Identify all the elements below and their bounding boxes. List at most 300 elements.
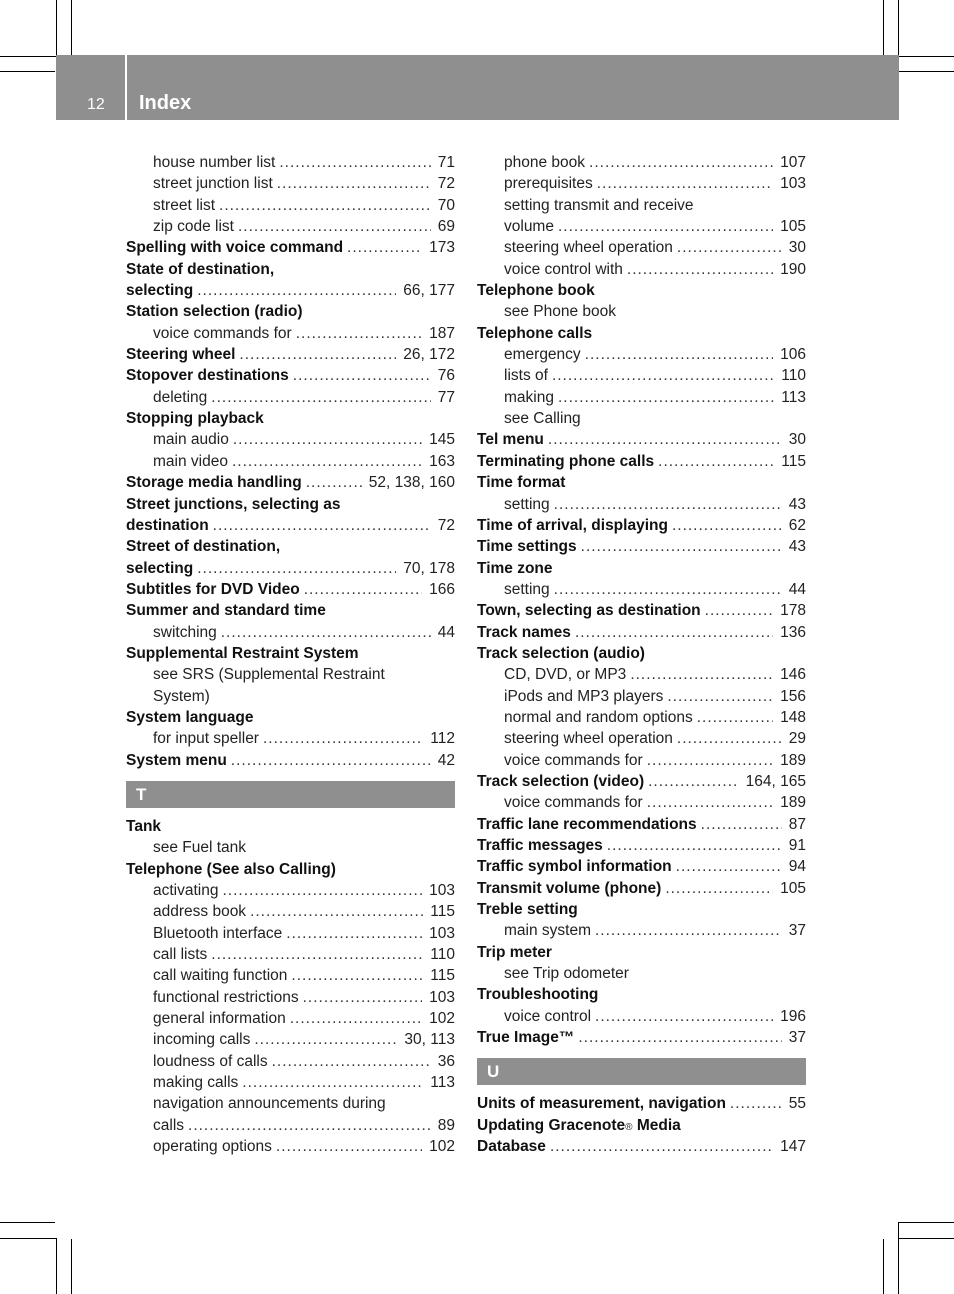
index-subentry — [126, 323, 455, 344]
crop-mark — [898, 1222, 899, 1294]
dot-leader — [272, 1051, 431, 1072]
page-reference[interactable]: 72 — [437, 175, 455, 193]
page-reference[interactable]: 190 — [780, 260, 806, 278]
dot-leader — [552, 365, 774, 386]
index-entry — [477, 323, 806, 344]
page-reference[interactable]: 178 — [780, 602, 806, 620]
entry-term: Trip meter — [477, 943, 552, 961]
index-entry — [126, 600, 455, 621]
dot-leader — [304, 579, 422, 600]
index-entry — [477, 280, 806, 301]
entry-term: voice control — [504, 1007, 592, 1025]
dot-leader — [658, 451, 774, 472]
page-reference[interactable]: 103 — [429, 882, 455, 899]
entry-term: Transmit volume (phone) — [477, 879, 662, 897]
dot-leader — [219, 195, 431, 216]
entry-term: prerequisites — [504, 175, 593, 193]
dot-leader — [231, 750, 431, 771]
entry-term: main audio — [153, 431, 229, 449]
index-subentry — [126, 686, 455, 707]
page-reference[interactable]: 102 — [429, 1010, 455, 1028]
entry-term: calls — [153, 1116, 185, 1134]
entry-term: Tank — [126, 817, 162, 835]
entry-term: Telephone book — [477, 282, 595, 300]
index-column-left — [126, 152, 455, 1157]
index-subentry — [477, 237, 806, 258]
index-entry — [477, 472, 806, 493]
page-reference[interactable]: 76 — [437, 367, 455, 385]
entry-term: Spelling with voice command — [126, 239, 344, 257]
entry-term: Terminating phone calls — [477, 452, 655, 470]
index-subentry — [126, 965, 455, 986]
page-reference[interactable]: 87 — [788, 815, 806, 833]
page-reference[interactable]: 26, 172 — [403, 346, 455, 364]
entry-term: Time format — [477, 474, 566, 492]
page-reference[interactable]: 71 — [437, 154, 455, 171]
index-entry — [477, 558, 806, 579]
index-entry — [477, 600, 806, 621]
index-subentry — [126, 987, 455, 1008]
page-reference[interactable]: 103 — [780, 175, 806, 193]
entry-term: Town, selecting as destination — [477, 602, 701, 620]
index-entry — [126, 707, 455, 728]
dot-leader — [290, 1008, 422, 1029]
index-entry — [126, 536, 455, 557]
entry-term: True Image™ — [477, 1029, 575, 1047]
dot-leader — [607, 835, 782, 856]
dot-leader — [575, 622, 773, 643]
page-reference[interactable]: 136 — [780, 623, 806, 641]
page-reference[interactable]: 55 — [788, 1095, 806, 1113]
entry-term: operating options — [153, 1138, 272, 1156]
entry-term: navigation announcements during — [153, 1095, 386, 1113]
entry-term: loudness of calls — [153, 1052, 268, 1070]
dot-leader — [197, 558, 396, 579]
entry-term: iPods and MP3 players — [504, 687, 664, 705]
entry-term: call waiting function — [153, 967, 288, 985]
dot-leader — [558, 216, 773, 237]
dot-leader — [595, 920, 782, 941]
index-entry — [477, 899, 806, 920]
index-subentry — [477, 686, 806, 707]
page-reference[interactable]: 173 — [429, 239, 455, 257]
index-entry — [126, 301, 455, 322]
index-entry: Updating Gracenote ® Media — [477, 1115, 806, 1136]
entry-term: see Phone book — [504, 303, 617, 321]
entry-term: making — [504, 388, 554, 406]
index-entry — [477, 814, 806, 835]
dot-leader — [548, 429, 782, 450]
entry-term: Traffic symbol information — [477, 858, 672, 876]
index-subentry — [477, 387, 806, 408]
entry-term: Stopping playback — [126, 410, 264, 428]
index-entry — [126, 237, 455, 258]
crop-mark — [0, 1222, 55, 1223]
crop-mark — [0, 1238, 56, 1239]
dot-leader — [291, 965, 423, 986]
page-reference[interactable]: 91 — [788, 837, 806, 854]
index-entry — [477, 536, 806, 557]
index-entry — [126, 515, 455, 536]
dot-leader — [232, 451, 422, 472]
entry-term: Updating Gracenote — [477, 1116, 626, 1134]
header-divider — [125, 55, 127, 120]
page-reference[interactable]: 36 — [437, 1052, 455, 1070]
page-reference[interactable]: 69 — [437, 218, 455, 236]
page-reference[interactable]: 37 — [788, 1029, 806, 1047]
page-reference[interactable]: 110 — [781, 367, 806, 385]
page-reference[interactable]: 105 — [780, 218, 806, 236]
index-entry — [477, 942, 806, 963]
dot-leader — [701, 814, 782, 835]
page-title: Index — [139, 92, 192, 114]
page-reference[interactable]: 113 — [781, 388, 806, 406]
dot-leader — [578, 1027, 781, 1048]
index-subentry — [477, 301, 806, 322]
entry-term: main video — [153, 452, 228, 470]
index-entry — [126, 344, 455, 365]
dot-leader — [665, 878, 773, 899]
index-entry — [477, 429, 806, 450]
page-reference[interactable]: 89 — [437, 1116, 455, 1134]
entry-term: Database — [477, 1138, 546, 1156]
index-subentry — [477, 173, 806, 194]
dot-leader — [306, 472, 362, 493]
crop-mark — [56, 1238, 57, 1294]
index-entry — [477, 856, 806, 877]
page-reference[interactable]: 103 — [429, 988, 455, 1006]
page-reference[interactable]: 110 — [430, 946, 455, 964]
crop-mark — [71, 0, 72, 55]
entry-term: voice commands for — [153, 324, 292, 342]
page-reference[interactable]: 196 — [780, 1007, 806, 1025]
index-subentry — [126, 152, 455, 173]
index-subentry — [126, 1029, 455, 1050]
dot-leader — [233, 429, 422, 450]
entry-term: functional restrictions — [153, 988, 299, 1006]
entry-term: Track names — [477, 623, 571, 641]
dot-leader — [238, 216, 431, 237]
index-entry — [477, 984, 806, 1005]
index-entry — [126, 259, 455, 280]
entry-term: activating — [153, 882, 219, 899]
entry-term: setting — [504, 495, 550, 513]
index-entry — [477, 515, 806, 536]
index-subentry — [126, 429, 455, 450]
page-header — [56, 55, 899, 120]
index-entry — [477, 451, 806, 472]
crop-mark — [883, 1239, 884, 1294]
index-entry — [126, 408, 455, 429]
dot-leader — [697, 707, 773, 728]
dot-leader — [250, 901, 423, 922]
crop-mark — [883, 0, 884, 55]
page-reference[interactable]: 115 — [430, 903, 455, 921]
entry-term: System) — [153, 687, 210, 705]
page-reference[interactable]: 72 — [437, 516, 455, 534]
dot-leader — [188, 1115, 431, 1136]
dot-leader — [585, 344, 773, 365]
index-subentry — [126, 728, 455, 749]
dot-leader — [647, 792, 773, 813]
entry-term: address book — [153, 903, 247, 921]
index-entry — [477, 878, 806, 899]
dot-leader — [676, 856, 782, 877]
dot-leader — [554, 494, 782, 515]
index-subentry — [126, 216, 455, 237]
index-subentry — [126, 944, 455, 965]
page-reference[interactable]: 30 — [788, 431, 806, 449]
entry-term: making calls — [153, 1074, 239, 1092]
entry-term: house number list — [153, 154, 276, 171]
dot-leader — [595, 1006, 773, 1027]
crop-mark — [898, 1238, 954, 1239]
entry-term: voice commands for — [504, 751, 643, 769]
entry-term: Track selection (video) — [477, 772, 645, 790]
page-reference[interactable]: 163 — [429, 452, 455, 470]
entry-term: Street of destination, — [126, 538, 281, 556]
page-reference[interactable]: 77 — [437, 388, 455, 406]
entry-term: Telephone (See also Calling) — [126, 860, 336, 878]
index-entry — [126, 280, 455, 301]
page-reference[interactable]: 44 — [788, 580, 806, 598]
entry-term: for input speller — [153, 730, 259, 748]
dot-leader — [254, 1029, 397, 1050]
index-subentry — [126, 1115, 455, 1136]
entry-term-continued: Media — [632, 1116, 681, 1134]
entry-term: Troubleshooting — [477, 986, 599, 1004]
entry-term: see Trip odometer — [504, 965, 629, 983]
entry-term: Traffic lane recommendations — [477, 815, 697, 833]
dot-leader — [213, 515, 431, 536]
entry-term: destination — [126, 516, 209, 534]
index-entry — [477, 1136, 806, 1157]
entry-term: setting transmit and receive — [504, 196, 694, 214]
page-reference[interactable]: 29 — [788, 730, 806, 748]
page-reference[interactable]: 166 — [429, 580, 455, 598]
dot-leader — [286, 923, 422, 944]
dot-leader — [239, 344, 396, 365]
entry-term: Steering wheel — [126, 346, 236, 364]
page-reference[interactable]: 52, 138, 160 — [368, 474, 455, 492]
dot-leader — [558, 387, 774, 408]
dot-leader — [630, 664, 773, 685]
crop-mark — [899, 1222, 954, 1223]
section-letter-header: T — [126, 781, 455, 808]
dot-leader — [627, 259, 773, 280]
entry-term: incoming calls — [153, 1031, 251, 1049]
section-letter-header: U — [477, 1058, 806, 1085]
page-reference[interactable]: 94 — [788, 858, 806, 876]
page-reference[interactable]: 30, 113 — [404, 1031, 455, 1049]
page-reference[interactable]: 156 — [780, 687, 806, 705]
page-reference[interactable]: 105 — [780, 879, 806, 897]
page-reference[interactable]: 30 — [788, 239, 806, 257]
dot-leader — [263, 728, 423, 749]
index-entry — [477, 1093, 806, 1114]
page-reference[interactable]: 102 — [429, 1138, 455, 1156]
dot-leader — [648, 771, 739, 792]
page-reference[interactable]: 147 — [780, 1138, 806, 1156]
dot-leader — [672, 515, 782, 536]
entry-term: Time settings — [477, 538, 577, 556]
index-column-right — [477, 152, 806, 1157]
entry-term: see SRS (Supplemental Restraint — [153, 666, 385, 684]
entry-term: selecting — [126, 282, 194, 300]
entry-term: Supplemental Restraint System — [126, 644, 359, 662]
entry-term: steering wheel operation — [504, 730, 673, 748]
page-reference[interactable]: 42 — [437, 751, 455, 769]
dot-leader — [276, 1136, 422, 1157]
entry-term: street list — [153, 196, 216, 214]
entry-term: emergency — [504, 346, 581, 364]
entry-term: general information — [153, 1010, 286, 1028]
entry-term: Time of arrival, displaying — [477, 516, 668, 534]
index-entry — [477, 771, 806, 792]
entry-term: Track selection (audio) — [477, 644, 645, 662]
dot-leader — [277, 173, 431, 194]
crop-mark — [898, 0, 899, 56]
index-subentry — [477, 365, 806, 386]
page-reference[interactable]: 112 — [430, 730, 455, 748]
index-subentry — [477, 152, 806, 173]
entry-term: selecting — [126, 559, 194, 577]
entry-term: Subtitles for DVD Video — [126, 580, 300, 598]
index-subentry — [126, 1051, 455, 1072]
dot-leader — [347, 237, 422, 258]
page-reference[interactable]: 66, 177 — [403, 282, 455, 300]
entry-term: normal and random options — [504, 708, 693, 726]
crop-mark — [898, 56, 954, 57]
entry-term: System language — [126, 708, 254, 726]
index-subentry — [126, 837, 455, 858]
index-entry — [126, 494, 455, 515]
index-subentry — [126, 387, 455, 408]
page-reference[interactable]: 164, 165 — [745, 772, 806, 790]
index-entry — [126, 579, 455, 600]
index-entry — [477, 622, 806, 643]
index-subentry — [477, 259, 806, 280]
index-subentry — [477, 494, 806, 515]
page-reference[interactable]: 189 — [780, 794, 806, 812]
dot-leader — [677, 237, 782, 258]
page-reference[interactable]: 107 — [780, 154, 806, 171]
dot-leader — [647, 750, 773, 771]
page-reference[interactable]: 113 — [430, 1074, 455, 1092]
crop-mark — [0, 71, 55, 72]
page-reference[interactable]: 145 — [429, 431, 455, 449]
crop-mark — [56, 0, 57, 56]
dot-leader — [221, 622, 431, 643]
index-entry — [126, 816, 455, 837]
dot-leader — [597, 173, 773, 194]
index-entry — [477, 1027, 806, 1048]
entry-term: Stopover destinations — [126, 367, 289, 385]
entry-term: Tel menu — [477, 431, 544, 449]
page-reference[interactable]: 43 — [788, 495, 806, 513]
page-reference[interactable]: 70 — [437, 196, 455, 214]
dot-leader — [197, 280, 396, 301]
dot-leader — [677, 728, 782, 749]
entry-term: Street junctions, selecting as — [126, 495, 341, 513]
index-subentry — [477, 750, 806, 771]
index-subentry — [126, 880, 455, 901]
dot-leader — [242, 1072, 423, 1093]
dot-leader — [705, 600, 773, 621]
entry-term: Traffic messages — [477, 837, 603, 854]
dot-leader — [303, 987, 423, 1008]
index-subentry — [477, 1006, 806, 1027]
entry-term: CD, DVD, or MP3 — [504, 666, 627, 684]
entry-term: call lists — [153, 946, 208, 964]
index-subentry — [126, 901, 455, 922]
index-subentry — [126, 195, 455, 216]
entry-term: State of destination, — [126, 260, 275, 278]
index-entry — [126, 558, 455, 579]
entry-term: zip code list — [153, 218, 234, 236]
page-reference[interactable]: 62 — [788, 516, 806, 534]
dot-leader — [589, 152, 773, 173]
dot-leader — [279, 152, 430, 173]
page-reference[interactable]: 189 — [780, 751, 806, 769]
index-entry — [126, 750, 455, 771]
index-subentry — [477, 579, 806, 600]
entry-term: Storage media handling — [126, 474, 302, 492]
entry-term: lists of — [504, 367, 548, 385]
dot-leader — [296, 323, 422, 344]
index-subentry — [477, 728, 806, 749]
crop-mark — [899, 71, 954, 72]
page-reference[interactable]: 148 — [780, 708, 806, 726]
index-subentry — [126, 1072, 455, 1093]
page-reference[interactable]: 115 — [781, 452, 806, 470]
index-subentry — [477, 408, 806, 429]
index-entry — [477, 643, 806, 664]
dot-leader — [222, 880, 422, 901]
page-reference[interactable]: 187 — [429, 324, 455, 342]
index-subentry — [126, 664, 455, 685]
page-reference[interactable]: 106 — [780, 346, 806, 364]
entry-term: Units of measurement, navigation — [477, 1095, 726, 1113]
index-entry — [477, 835, 806, 856]
index-subentry — [126, 1008, 455, 1029]
entry-term: voice commands for — [504, 794, 643, 812]
page-reference[interactable]: 70, 178 — [403, 559, 455, 577]
index-entry — [126, 365, 455, 386]
page-reference[interactable]: 103 — [429, 924, 455, 942]
index-subentry — [477, 920, 806, 941]
entry-term: street junction list — [153, 175, 273, 193]
page-reference[interactable]: 115 — [430, 967, 455, 985]
index-subentry — [477, 664, 806, 685]
index-subentry — [477, 216, 806, 237]
page-reference[interactable]: 146 — [780, 666, 806, 684]
entry-term: setting — [504, 580, 550, 598]
page-reference[interactable]: 43 — [788, 538, 806, 556]
page-reference[interactable]: 37 — [788, 922, 806, 940]
entry-term: System menu — [126, 751, 227, 769]
entry-term: Telephone calls — [477, 324, 593, 342]
index-subentry — [126, 451, 455, 472]
dot-leader — [554, 579, 782, 600]
index-subentry — [477, 344, 806, 365]
page-reference[interactable]: 44 — [437, 623, 455, 641]
entry-term: deleting — [153, 388, 208, 406]
index-entry — [126, 643, 455, 664]
entry-term: switching — [153, 623, 217, 641]
entry-term: main system — [504, 922, 591, 940]
entry-term: Station selection (radio) — [126, 303, 303, 321]
